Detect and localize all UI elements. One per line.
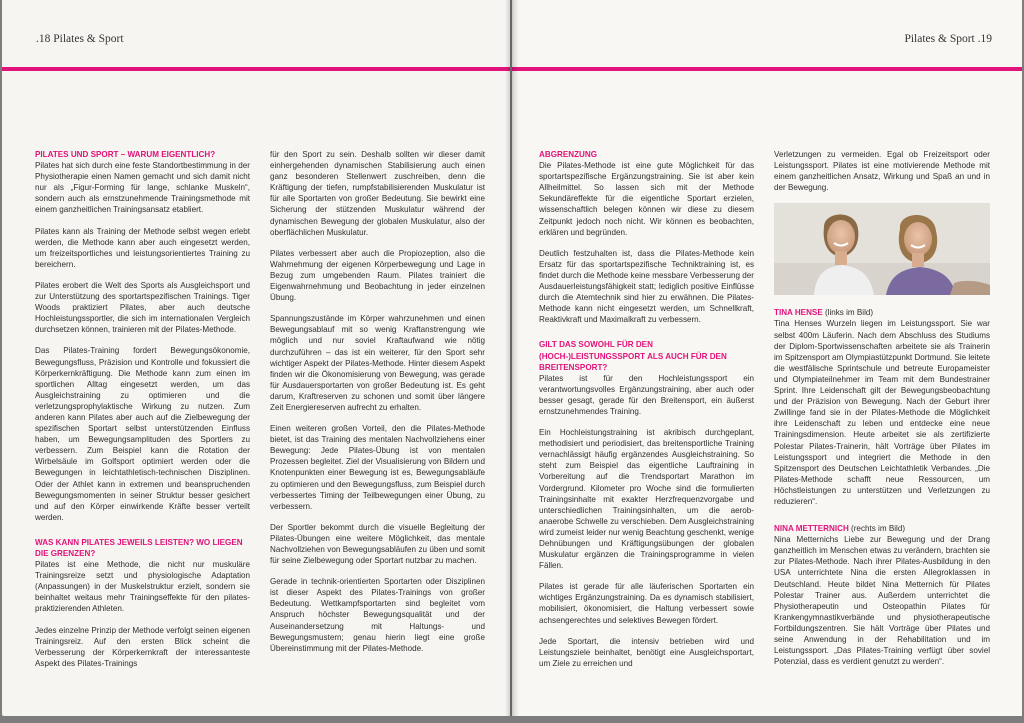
right-page <box>512 0 1022 716</box>
page-folio-right: Pilates & Sport .19 <box>904 33 992 45</box>
paragraph: Pilates hat sich durch eine feste Standortbestimmung in der Physiotherapie einen Namen gemacht und sich damit nicht nur als „Figur-Forming für lange, schlanke Muskeln“, sondern auch als ernstzunehmende Trainingsmethode mit einem ganzheitlichen Trainingsansatz etabliert. <box>35 161 250 215</box>
paragraph: Pilates ist eine Methode, die nicht nur muskuläre Trainingsreize setzt und physiologische Adaptation (Anpassungen) in der Muskelstruktur erzielt, sondern sie beinhaltet weitaus mehr Trainingseffekte für den pilates-praktizierenden Athleten. <box>35 560 250 614</box>
paragraph: Verletzungen zu vermeiden. Egal ob Freizeitsport oder Leistungssport. Pilates ist eine motivierende Methode mit einem ganzheitlichen Ansatz, Wirkung und Spaß an und in der Bewegung. <box>774 150 990 193</box>
paragraph: Der Sportler bekommt durch die visuelle Begleitung der Pilates-Übungen eine weitere Möglichkeit, das mentale Nachvollziehen von Bewegungsabläufen zu üben und somit für seine Zielbewegung oder Sportart nutzbar zu machen. <box>270 522 485 566</box>
paragraph: Die Pilates-Methode ist eine gute Möglichkeit für das sportartspezifische Ergänzungstraining. Sie ist aber kein Allheilmittel. So lassen sich mit der Methode Sekundäreffekte für die eigentliche Sportart erzielen, wissenschaftlich belegen können wir diese zu diesem Zeitpunkt jedoch noch nicht. Wir können es beobachten, erklären und begründen. <box>539 161 754 237</box>
paragraph: Spannungszustände im Körper wahrzunehmen und einen Bewegungsablauf mit so wenig Kraftanstrengung wie möglich und nur soviel Kraftaufwand wie nötig durchzuführen – das ist ein weiterer, für den Sport sehr wichtiger Aspekt der Pilates-Methode. Hinter diesem Aspekt finden wir die Ökonomisierung von Bewegung, was gerade für Ausdauersportarten von großer Bedeutung ist. Es geht darum, Kraftreserven zu schonen und somit über längere Zeit Energiereserven aufrecht zu erhalten. <box>270 314 485 412</box>
section-heading: GILT DAS SOWOHL FÜR DEN (HOCH-)LEISTUNGSSPORT ALS AUCH FÜR DEN BREITENSPORT? <box>539 340 727 372</box>
trainer-name: TINA HENSE <box>774 308 823 318</box>
paragraph: Pilates ist für den Hochleistungssport ein verantwortungsvolles Ergänzungstraining, aber auch oder besser gesagt, gerade für den Breitensport, ein äußerst ernstzunehmendes Training. <box>539 373 754 416</box>
left-page <box>2 0 510 716</box>
paragraph: Einen weiteren großen Vorteil, den die Pilates-Methode bietet, ist das Training des mentalen Nachvollziehens einer Bewegung: Jede Pilates-Übung ist von mentalen Prozessen begleitet. Ziel der Visualisierung von Bildern und Knotenpunkten einer Bewegung ist es, Bewegungsabläufe zu optimieren und den Bewegungsfluss, zum Beispiel durch verbessertes Timing der Teilbewegungen einer Übung, zu verbessern. <box>270 424 485 511</box>
spine-shadow <box>505 0 519 716</box>
bio-text: Nina Metternichs Liebe zur Bewegung und der Drang ganzheitlich im Menschen etwas zu verändern, brachten sie zur Pilates-Methode. Nach ihrer Pilates-Ausbildung in den USA unterrichtete Nina die ersten Allegroklassen in Deutschland. Heute bildet Nina Metternich für Pilates Polestar Trainer aus. Außerdem unterrichtet die Physiotherapeutin und Osteopathin Pilates für Krankengymnastikverbände und physiotherapeutische Fortbildungszentren. Sie hält Vorträge über Pilates und seine Anwendung in der Rehabilitation und im Leistungssport. „Das Pilates-Training verfügt über soviel Potenzial, dass es verdient genutzt zu werden“. <box>774 535 990 667</box>
left-column-1 <box>35 149 250 679</box>
paragraph: Pilates kann als Training der Methode selbst wegen erlebt werden, die Methode kann aber auch eingesetzt werden, um freizeitsportliches und leistungsorientiertes Training zu bereichern. <box>35 226 250 269</box>
left-column-2 <box>270 149 485 664</box>
paragraph: Pilates erobert die Welt des Sports als Ausgleichsport und zur Unterstützung des sportartspezifischen Trainings. Tiger Woods praktiziert Pilates, aber auch deutsche Hochleistungssportler, die sich im internationalen Vergleich durchsetzen können, trainieren mit der Pilates-Methode. <box>35 280 250 335</box>
page-folio-left: .18 Pilates & Sport <box>36 33 124 45</box>
trainer-name: NINA METTERNICH <box>774 524 849 534</box>
photo-position-note: (rechts im Bild) <box>848 524 906 534</box>
section-heading: ABGRENZUNG <box>539 150 598 159</box>
trainers-photo <box>774 203 990 295</box>
paragraph: Jedes einzelne Prinzip der Methode verfolgt seinen eigenen Trainingsreiz. Auf den ersten Blick scheint die Verbesserung der Körperkernkraft der interessanteste Aspekt des Pilates-Trainings <box>35 625 250 668</box>
section-heading: PILATES UND SPORT – WARUM EIGENTLICH? <box>35 150 216 159</box>
accent-rule-right <box>512 67 1022 71</box>
trainer-bio <box>774 523 990 667</box>
section-heading: WAS KANN PILATES JEWEILS LEISTEN? WO LIEGEN DIE GRENZEN? <box>35 537 243 558</box>
paragraph: Gerade in technik-orientierten Sportarten oder Disziplinen ist dieser Aspekt des Pilates-Trainings von großer Bedeutung. Wettkampfsportarten sind begleitet vom Anspruch höchster Bewegungsqualität und der Auseinandersetzung mit Haltungs- und Bewegungsmustern; genau hierin liegt eine große Übereinstimmung mit der Pilates-Methode. <box>270 577 485 653</box>
paragraph: Das Pilates-Training fordert Bewegungsökonomie, Bewegungsfluss, Präzision und Kontrolle und fokussiert die Körperkernkräftigung. Die Methode kann zum einen im sportlichen Alltag eingesetzt werden, um das Ausgleichstraining zu optimieren und die verletzungsprophylaktische Wirkung zu nutzen. Zum anderen kann Pilates aber auch auf die Zielbewegung der spezifischen Sportart selbst unterstützenden Einfluss haben, um Bewegungsamplituden des Sportlers zu verbessern. Zum Beispiel kann die Rotation der Wirbelsäule im Golfsport optimiert werden oder die Bewegungen in leichtathletisch-technischen Disziplinen. Oder der Athlet kann in extremen und beanspruchenden Bewegungsmomenten in seiner Struktur besser gesichert und auf den Körper einwirkende Kräfte besser verteilt werden. <box>35 346 250 522</box>
paragraph: Pilates verbessert aber auch die Propiozeption, also die Wahrnehmung der eigenen Körperbewegung und Lage in Bezug zum umgebenden Raum. Pilates trainiert die Eigenwahrnehmung und Beobachtung in jeder einzelnen Übung. <box>270 248 485 303</box>
paragraph: Deutlich festzuhalten ist, dass die Pilates-Methode kein Ersatz für das sportartspezifische Techniktraining ist, es findet durch die Methode keine messbare Verbesserung der Ausdauerleistungsfähigkeit statt; lediglich positive Einflüsse durch die Atemtechnik sind hier zu erwähnen. Die Pilates-Methode kann nicht eingesetzt werden, um Schnellkraft, Reaktivkraft und Maximalkraft zu verbessern. <box>539 248 754 325</box>
paragraph: Pilates ist gerade für alle läuferischen Sportarten ein wichtiges Ergänzungstraining. Da es dynamisch stabilisiert, mobilisiert, ökonomisiert, die Haltung verbessert sowie achsengerechtes und selektives Bewegen fördert. <box>539 582 754 625</box>
accent-rule-left <box>2 67 510 71</box>
bio-text: Tina Henses Wurzeln liegen im Leistungssport. Sie war selbst 400m Läuferin. Nach dem Abschluss des Studiums der Diplom-Sportwissenschaften arbeitete sie als Trainerin im Spitzensport am Olympiastützpunkt Dortmund. Sie leitete die westfälische Sprintschule und betreute Europameister und Olympiateilnehmer im Team mit dem Bundestrainer Sprint. Ihre Leidenschaft gilt der Bewegungsbeobachtung und der Präzision von Bewegung. Nach der Geburt ihrer Zwillinge fand sie in der Pilates-Methode die Möglichkeit ihre Leidenschaft zu leben und entdecke eine neue Trainingsdimension. Heute arbeitet sie als zertifizierte Polestar Pilates-Trainerin, hält Vorträge über Pilates im Leistungssport und integriert die Methode in den Spitzensport des Deutschen Leichtathletik Verbandes. „Die Pilates-Methode schafft neue Ressourcen, um Höchstleistungen zu unterstützen und Verletzungen zu reduzieren“. <box>774 319 990 506</box>
right-column-1 <box>539 149 754 679</box>
photo-position-note: (links im Bild) <box>822 308 874 318</box>
paragraph: für den Sport zu sein. Deshalb sollten wir dieser damit einhergehenden dynamischen Stabilisierung auch einen ganz besonderen Stellenwert zuschreiben, denn die Kräftigung der tiefen, rumpfstabilisierenden Muskulatur ist für alle Sportarten von großer Bedeutung. Sie bewirkt eine Sicherung der stützenden Muskulatur während der dynamischen Bewegung der globalen Muskulatur, also der oberflächlichen Muskulatur. <box>270 150 485 237</box>
trainer-bio <box>774 307 990 507</box>
paragraph: Ein Hochleistungstraining ist akribisch durchgeplant, methodisiert und periodisiert, das breitensportliche Training vernachlässigt häufig ergänzendes Ausgleichstraining. So steht zum Beispiel das eigentliche Lauftraining in Vorbereitung auf die Trendsportart Marathon im Vordergrund. Kilometer pro Woche sind die formulierten Trainingsinhalte mit exakter Herzfrequenzvorgabe und unterschiedlichen Trainingsinhalten, um die aerob-anaerobe Schwelle zu verschieben. Dem Ausgleichstraining wird zumeist leider nur wenig Beachtung geschenkt, wenige Dehnübungen und Kräftigungsübungen der globalen Muskulatur ergänzen die Trainingsprogramme in vielen Fällen. <box>539 428 754 571</box>
paragraph: Jede Sportart, die intensiv betrieben wird und Leistungsziele beinhaltet, benötigt eine Ausgleichsportart, um Ziele zu erreichen und <box>539 636 754 668</box>
trainers-photo-illustration <box>774 203 990 295</box>
right-column-2 <box>774 149 990 677</box>
